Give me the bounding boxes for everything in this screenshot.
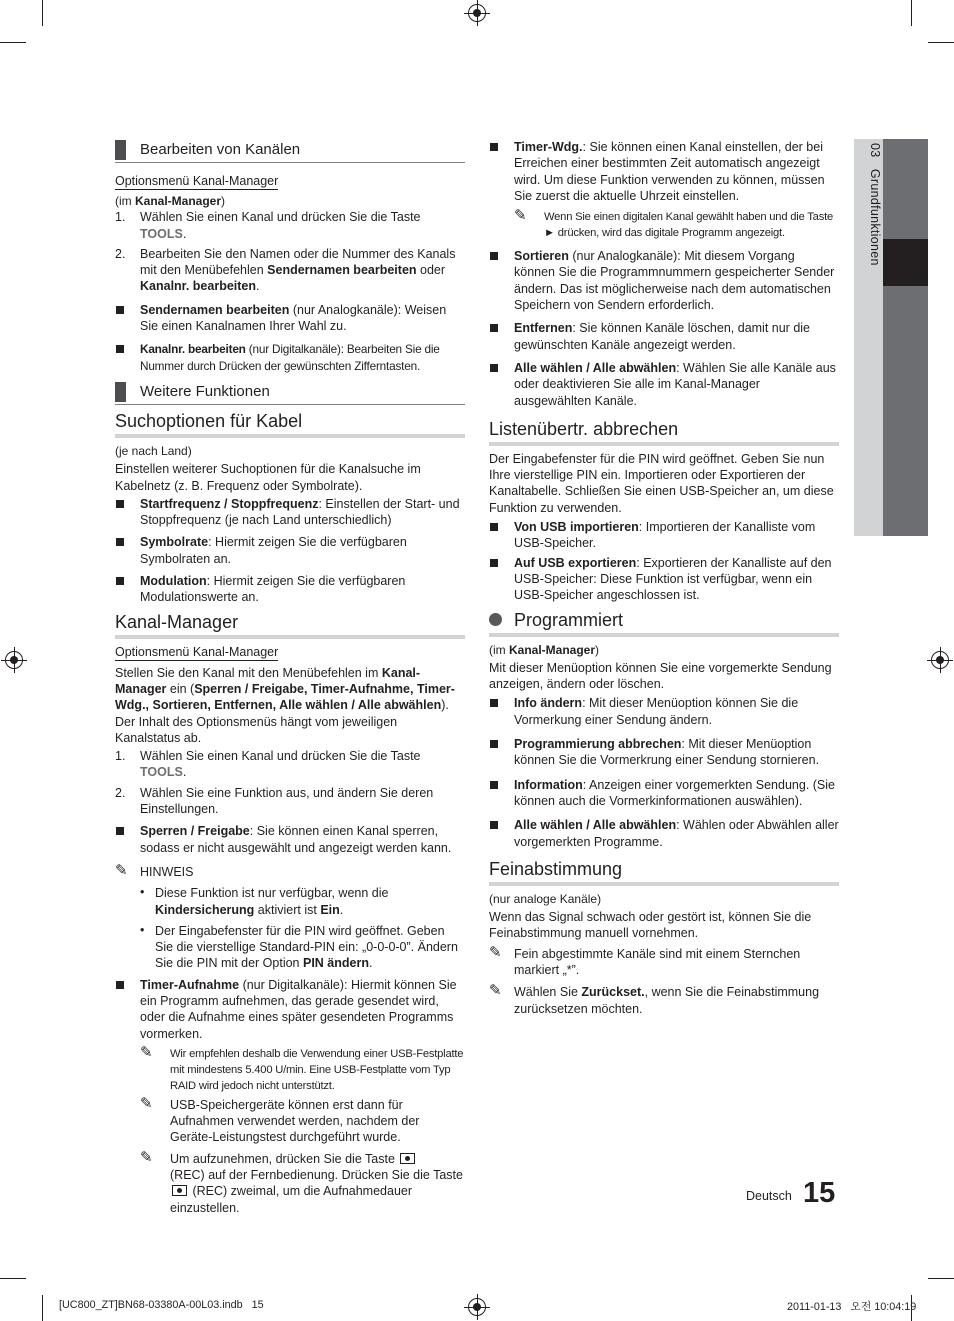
- note-item: ✎ Um aufzunehmen, drücken Sie die Taste (REC) auf der Fernbedienung. Drücken Sie die Taste (REC) zweimal, um die Aufnahmedauer einzustellen.: [140, 1148, 463, 1215]
- note-bullet: • Der Eingabefenster für die PIN wird geöffnet. Geben Sie die vierstellige Standard-PIN ein: „0-0-0-0”. Ändern Sie die PIN mit der Option PIN ändern.: [140, 922, 458, 971]
- list-item: Sendernamen bearbeiten (nur Analogkanäle): Weisen Sie einen Kanalnamen Ihrer Wahl zu.: [115, 302, 465, 335]
- bullet-square-icon: [490, 324, 498, 332]
- bullet-square-icon: [490, 821, 498, 829]
- crop-mark: [42, 0, 43, 26]
- bullet-square-icon: [116, 827, 124, 835]
- pencil-icon: ✎: [489, 982, 502, 1000]
- registration-mark-icon: [931, 651, 949, 669]
- pencil-icon: ✎: [514, 207, 527, 225]
- footer-language: Deutsch: [746, 1189, 792, 1203]
- pencil-icon: ✎: [489, 943, 502, 961]
- list-item: Symbolrate: Hiermit zeigen Sie die verfügbaren Symbolraten an.: [115, 534, 465, 567]
- crop-mark: [911, 0, 912, 26]
- list-item: Alle wählen / Alle abwählen: Wählen oder Abwählen aller vorgemerkten Programme.: [489, 817, 839, 850]
- chapter-tab: [854, 139, 928, 536]
- bullet-square-icon: [116, 306, 124, 314]
- list-item: Programmierung abbrechen: Mit dieser Menüoption können Sie die Vormerkrung einer Sendung stornieren.: [489, 736, 839, 769]
- section-title: Listenübertr. abbrechen: [489, 418, 839, 446]
- menu-path: Optionsmenü Kanal-Manager: [115, 174, 279, 188]
- bullet-square-icon: [116, 981, 124, 989]
- menu-path: Optionsmenü Kanal-Manager: [115, 644, 279, 659]
- registration-mark-icon: [468, 1298, 486, 1316]
- step-item: 1. Wählen Sie einen Kanal und drücken Sie die Taste TOOLS.: [115, 749, 421, 780]
- heading-bar: [115, 382, 126, 402]
- crop-mark: [0, 1278, 26, 1279]
- list-item: Info ändern: Mit dieser Menüoption können Sie die Vormerkung einer Sendung ändern.: [489, 695, 839, 728]
- list-item: Auf USB exportieren: Exportieren der Kanalliste auf den USB-Speicher: Diese Funktion ist verfügbar, wenn ein USB-Speicher angeschlossen ist.: [489, 555, 839, 604]
- note-item: ✎ Wir empfehlen deshalb die Verwendung einer USB-Festplatte mit mindestens 5.400 U/min. Eine USB-Festplatte vom Typ RAID wird jedoch nicht unterstützt.: [140, 1043, 464, 1092]
- paragraph: Stellen Sie den Kanal mit den Menübefehlen im Kanal-Manager ein (Sperren / Freigabe, Timer-Aufnahme, Timer-Wdg., Sortieren, Entfernen, Alle wählen / Alle abwählen). Der Inhalt des Optionsmenüs hängt vom jeweiligen Kanalstatus ab.: [115, 665, 455, 745]
- crop-mark: [0, 42, 26, 43]
- pencil-icon: ✎: [140, 1148, 153, 1166]
- crop-mark: [42, 1295, 43, 1321]
- note-bullet: • Diese Funktion ist nur verfügbar, wenn die Kindersicherung aktiviert ist Ein.: [140, 885, 389, 917]
- section-title: Suchoptionen für Kabel: [115, 410, 465, 438]
- record-button-icon: [400, 1153, 415, 1164]
- bullet-square-icon: [116, 577, 124, 585]
- bullet-square-icon: [490, 143, 498, 151]
- note-item: ✎ Fein abgestimmte Kanäle sind mit einem Sternchen markiert „*”.: [489, 943, 801, 977]
- pencil-icon: ✎: [140, 1094, 153, 1112]
- imprint-date: 2011-01-13 오전 10:04:19: [787, 1301, 917, 1313]
- bullet-square-icon: [490, 781, 498, 789]
- right-column: Timer-Wdg.: Sie können einen Kanal einstellen, der bei Erreichen einer bestimmten Zeit automatisch angezeigt wird. Um diese Funktion verwenden zu können, müssen Sie zuerst die aktuelle Uhrzeit einstellen. ✎ Wenn Sie einen digitalen Kanal gewählt haben und die Taste ► drücken, wird das digitale Programm angezeigt. Sortieren (nur Analogkanäle): Mit diesem Vorgang können Sie die Programmnummern gespeicherter Sender ändern. Das ist möglicherweise nach dem automatischen Speichern von Sendern erforderlich. Entfernen: Sie können Kanäle löschen, damit nur die gewünschten Kanäle angezeigt werden. Alle wählen / Alle abwählen: Wählen Sie alle Kanäle aus oder deaktivieren Sie alle im Kanal-Manager ausgewählten Kanäle. Listenübertr. abbrechen Der Eingabefenster für die PIN wird geöffnet. Geben Sie nun Ihre vierstellige PIN ein. Importieren oder Exportieren der Kanaltabelle. Schließen Sie einen USB-Speicher an, um diese Funktion zu verwenden. Von USB importieren: Importieren der Kanalliste vom USB-Speicher. Auf USB exportieren: Exportieren der Kanalliste auf den USB-Speicher: Diese Funktion ist verfügbar, wenn ein USB-Speicher angeschlossen ist. Programmiert (im Kanal-Manager) Mit dieser Menüoption können Sie eine vorgemerkte Sendung anzeigen, ändern oder löschen. Info ändern: Mit dieser Menüoption können Sie die Vormerkung einer Sendung ändern. Programmierung abbrechen: Mit dieser Menüoption können Sie die Vormerkrung einer Sendung stornieren. Information: Anzeigen einer vorgemerkten Sendung. (Sie können auch die Vormerkinformationen auswählen). Alle wählen / Alle abwählen: Wählen oder Abwählen aller vorgemerkten Programme. Feinabstimmung (nur analoge Kanäle) Wenn das Signal schwach oder gestört ist, können Sie die Feinabstimmung manuell vornehmen. ✎ Fein abgestimmte Kanäle sind mit einem Sternchen markiert „*”. ✎ Wählen Sie Zurückset., wenn Sie die Feinabstimmung zurücksetzen möchten.: [489, 140, 839, 1016]
- note-heading: ✎ HINWEIS: [115, 861, 194, 879]
- heading-bar: [115, 140, 126, 160]
- note-item: ✎ Wählen Sie Zurückset., wenn Sie die Feinabstimmung zurücksetzen möchten.: [489, 982, 820, 1016]
- section-heading: Weitere Funktionen: [115, 381, 465, 405]
- step-item: 2. Wählen Sie eine Funktion aus, und ändern Sie deren Einstellungen.: [115, 785, 434, 817]
- section-title: Kanal-Manager: [115, 611, 465, 639]
- chapter-tab-marker: [883, 239, 928, 286]
- record-button-icon: [172, 1185, 187, 1196]
- crop-mark: [928, 1278, 954, 1279]
- list-item: Alle wählen / Alle abwählen: Wählen Sie alle Kanäle aus oder deaktivieren Sie alle im Kanal-Manager ausgewählten Kanäle.: [489, 360, 839, 409]
- list-item: Sperren / Freigabe: Sie können einen Kanal sperren, sodass er nicht ausgewählt und angezeigt werden kann.: [115, 823, 465, 856]
- step-item: 1. Wählen Sie einen Kanal und drücken Sie die Taste TOOLS.: [115, 210, 421, 241]
- imprint-file: [UC800_ZT]BN68-03380A-00L03.indb 15: [59, 1299, 264, 1311]
- chapter-tab-label: 03 Grundfunktionen: [868, 143, 882, 266]
- context-note: (im Kanal-Manager): [115, 194, 226, 208]
- page-number: 15: [803, 1177, 836, 1209]
- bullet-square-icon: [116, 345, 124, 353]
- section-title: Feinabstimmung: [489, 858, 839, 886]
- registration-mark-icon: [468, 4, 486, 22]
- note-item: ✎ USB-Speichergeräte können erst dann für Aufnahmen verwendet werden, nachdem der Geräte-Leistungstest durchgeführt wurde.: [140, 1094, 420, 1145]
- bullet-square-icon: [490, 699, 498, 707]
- bullet-square-icon: [490, 559, 498, 567]
- bullet-square-icon: [490, 364, 498, 372]
- bullet-square-icon: [490, 523, 498, 531]
- list-item: Von USB importieren: Importieren der Kanalliste vom USB-Speicher.: [489, 519, 839, 552]
- list-item: Timer-Wdg.: Sie können einen Kanal einstellen, der bei Erreichen einer bestimmten Zeit automatisch angezeigt wird. Um diese Funktion verwenden zu können, müssen Sie zuerst die aktuelle Uhrzeit einstellen.: [489, 139, 839, 204]
- list-item: Sortieren (nur Analogkanäle): Mit diesem Vorgang können Sie die Programmnummern gespeicherter Sender ändern. Das ist möglicherweise nach dem automatischen Speichern von Sendern erforderlich.: [489, 248, 839, 313]
- bullet-square-icon: [490, 740, 498, 748]
- clock-icon: [489, 613, 502, 626]
- bullet-square-icon: [116, 500, 124, 508]
- note-item: ✎ Wenn Sie einen digitalen Kanal gewählt haben und die Taste ► drücken, wird das digitale Programm angezeigt.: [514, 207, 834, 240]
- list-item: Modulation: Hiermit zeigen Sie die verfügbaren Modulationswerte an.: [115, 573, 465, 606]
- registration-mark-icon: [5, 651, 23, 669]
- list-item: Information: Anzeigen einer vorgemerkten Sendung. (Sie können auch die Vormerkinformationen auswählen).: [489, 777, 839, 810]
- bullet-square-icon: [116, 538, 124, 546]
- section-heading: Bearbeiten von Kanälen: [115, 139, 465, 163]
- bullet-square-icon: [490, 252, 498, 260]
- left-column: Bearbeiten von Kanälen Optionsmenü Kanal-Manager (im Kanal-Manager) 1. Wählen Sie einen Kanal und drücken Sie die Taste TOOLS. 2. Bearbeiten Sie den Namen oder die Nummer des Kanals mit den Menübefehlen Sendernamen bearbeiten oder Kanalnr. bearbeiten. Sendernamen bearbeiten (nur Analogkanäle): Weisen Sie einen Kanalnamen Ihrer Wahl zu. Kanalnr. bearbeiten (nur Digitalkanäle): Bearbeiten Sie die Nummer durch Drücken der gewünschten Zifferntasten. Weitere Funktionen Suchoptionen für Kabel (je nach Land) Einstellen weiterer Suchoptionen für die Kanalsuche im Kabelnetz (z. B. Frequenz oder Symbolrate). Startfrequenz / Stoppfrequenz: Einstellen der Start- und Stoppfrequenz (je nach Land unterschiedlich) Symbolrate: Hiermit zeigen Sie die verfügbaren Symbolraten an. Modulation: Hiermit zeigen Sie die verfügbaren Modulationswerte an. Kanal-Manager Optionsmenü Kanal-Manager Stellen Sie den Kanal mit den Menübefehlen im Kanal-Manager ein (Sperren / Freigabe, Timer-Aufnahme, Timer-Wdg., Sortieren, Entfernen, Alle wählen / Alle abwählen). Der Inhalt des Optionsmenüs hängt vom jeweiligen Kanalstatus ab. 1. Wählen Sie einen Kanal und drücken Sie die Taste TOOLS. 2. Wählen Sie eine Funktion aus, und ändern Sie deren Einstellungen. Sperren / Freigabe: Sie können einen Kanal sperren, sodass er nicht ausgewählt und angezeigt werden kann. ✎ HINWEIS • Diese Funktion ist nur verfügbar, wenn die Kindersicherung aktiviert ist Ein. • Der Eingabefenster für die PIN wird geöffnet. Geben Sie die vierstellige Standard-PIN ein: „0-0-0-0”. Ändern Sie die PIN mit der Option PIN ändern. Timer-Aufnahme (nur Digitalkanäle): Hiermit können Sie ein Programm aufnehmen, das gerade gesendet wird, oder die Aufnahme eines später gesendeten Programms vormerken. ✎ Wir empfehlen deshalb die Verwendung einer USB-Festplatte mit mindestens 5.400 U/min. Eine USB-Festplatte vom Typ RAID wird jedoch nicht unterstützt. ✎ USB-Speichergeräte können erst dann für Aufnahmen verwendet werden, nachdem der Geräte-Leistungstest durchgeführt wurde. ✎ Um aufzunehmen, drücken Sie die Taste (REC) auf der Fernbedienung. Drücken Sie die Taste (REC) zweimal, um die Aufnahmedauer einzustellen.: [115, 141, 464, 1215]
- step-item: 2. Bearbeiten Sie den Namen oder die Nummer des Kanals mit den Menübefehlen Sendernamen bearbeiten oder Kanalnr. bearbeiten.: [115, 246, 456, 294]
- chapter-tab-band: [883, 139, 928, 536]
- list-item: Kanalnr. bearbeiten (nur Digitalkanäle): Bearbeiten Sie die Nummer durch Drücken der gewünschten Zifferntasten.: [115, 341, 465, 374]
- pencil-icon: ✎: [115, 861, 128, 879]
- list-item: Entfernen: Sie können Kanäle löschen, damit nur die gewünschten Kanäle angezeigt werden.: [489, 320, 839, 353]
- pencil-icon: ✎: [140, 1043, 153, 1061]
- section-title: Programmiert: [489, 609, 839, 637]
- crop-mark: [928, 42, 954, 43]
- context-note: (im Kanal-Manager): [489, 642, 600, 657]
- list-item: Startfrequenz / Stoppfrequenz: Einstellen der Start- und Stoppfrequenz (je nach Land unterschiedlich): [115, 496, 465, 529]
- list-item: Timer-Aufnahme (nur Digitalkanäle): Hiermit können Sie ein Programm aufnehmen, das gerade gesendet wird, oder die Aufnahme eines später gesendeten Programms vormerken.: [115, 977, 465, 1042]
